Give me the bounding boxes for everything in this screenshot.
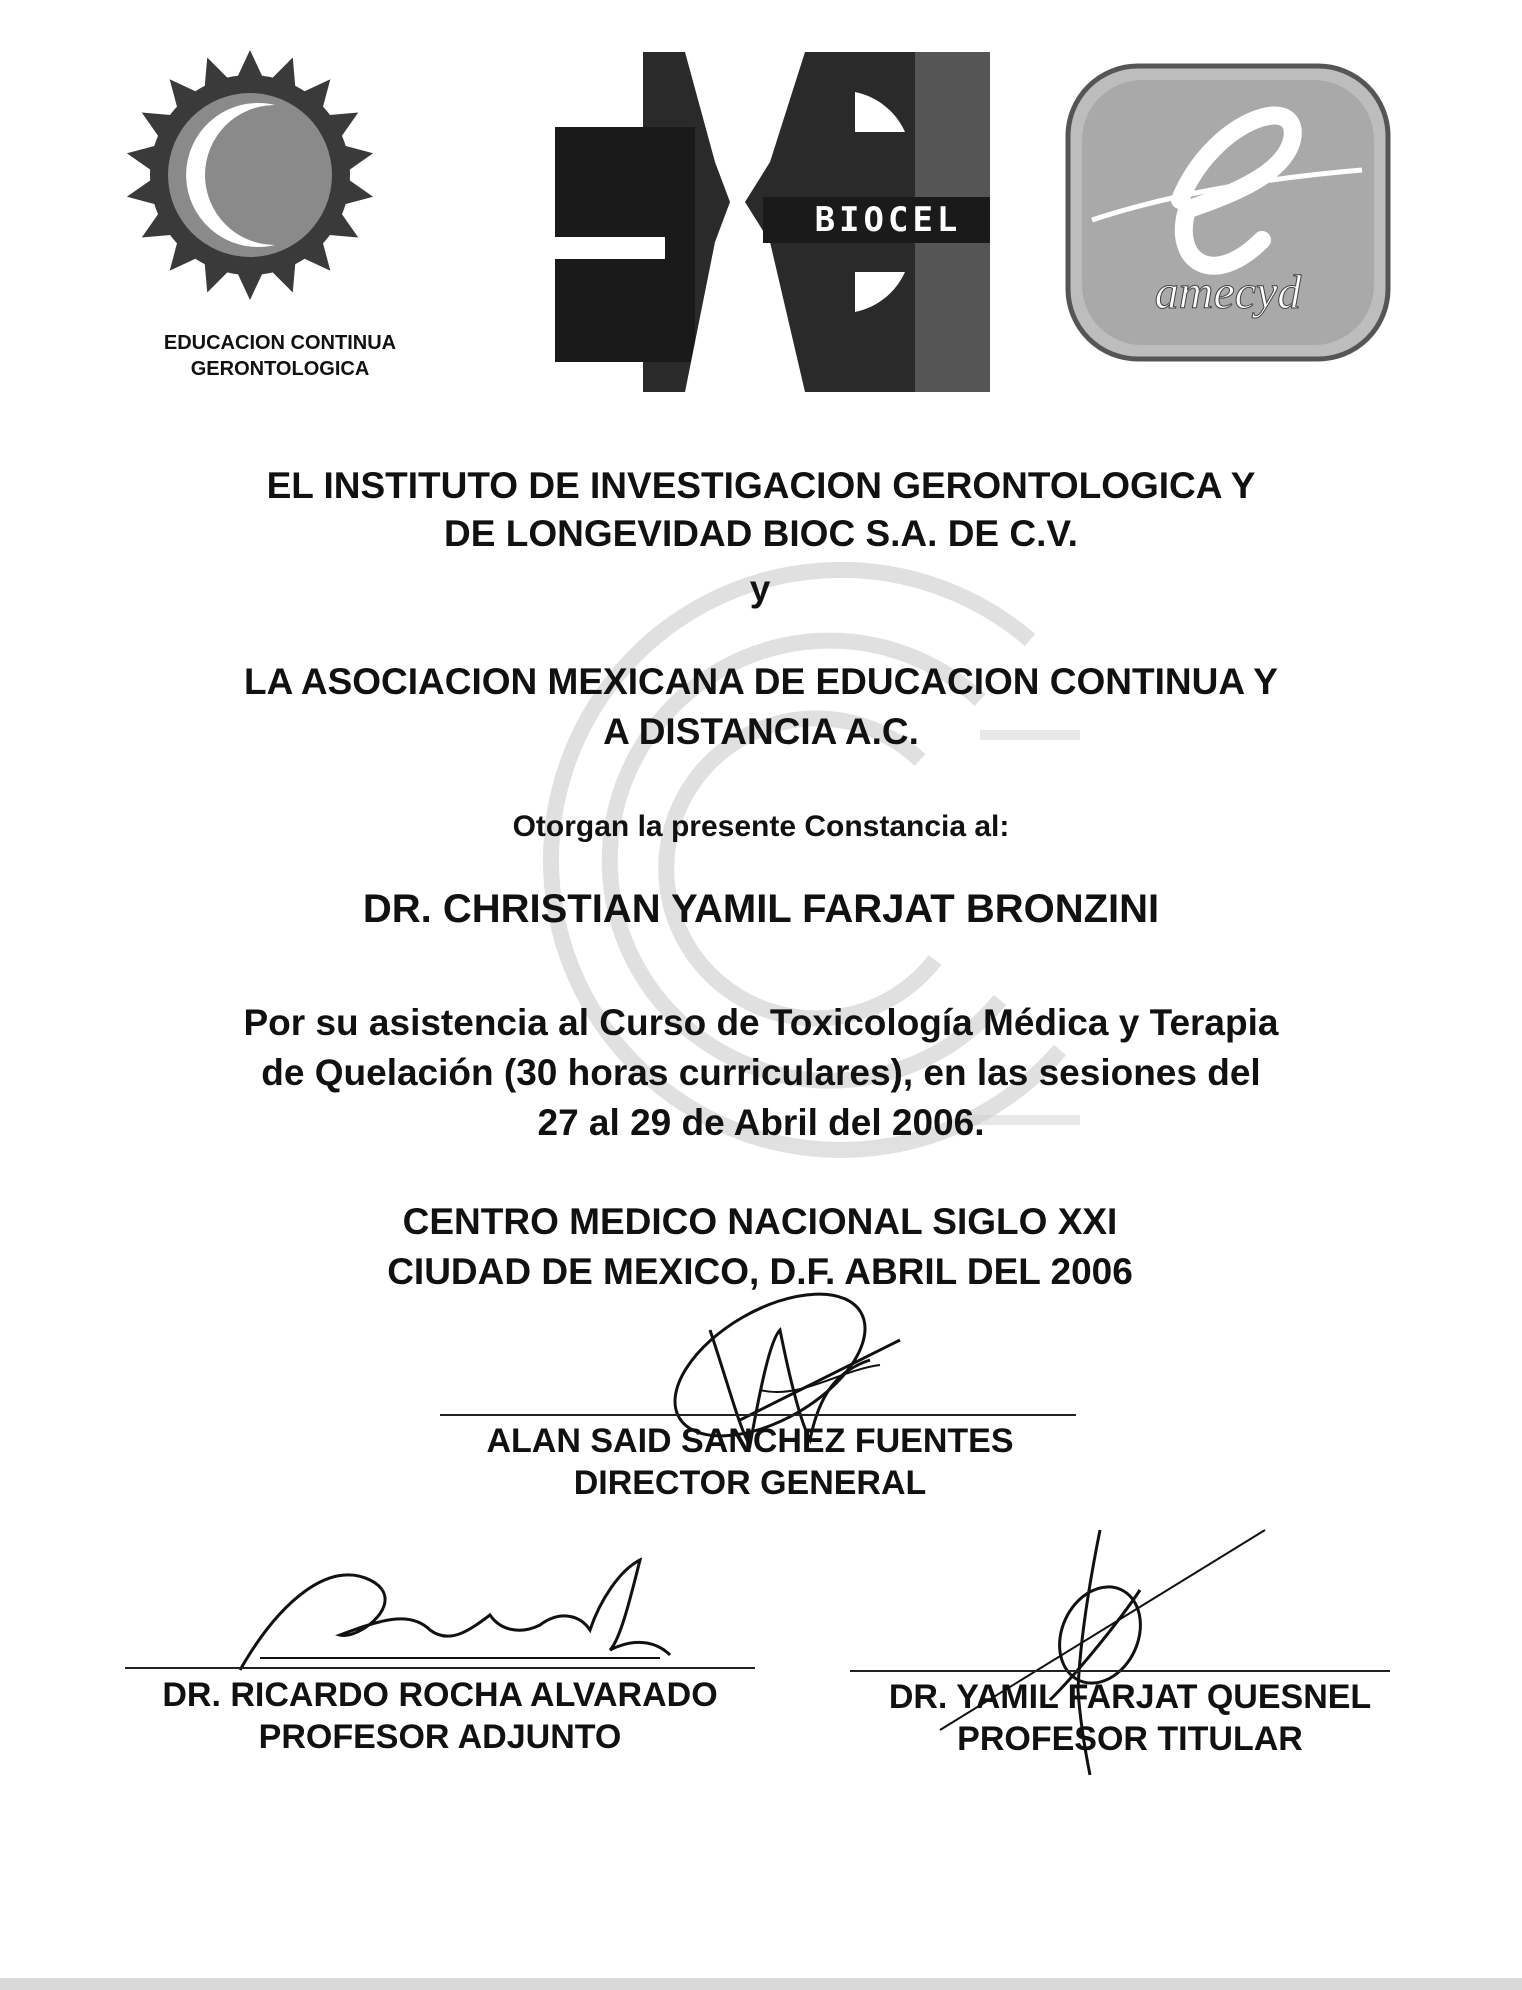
course-line-3: 27 al 29 de Abril del 2006. xyxy=(537,1102,985,1143)
course-line-1: Por su asistencia al Curso de Toxicología Médica y Terapia xyxy=(243,1002,1279,1043)
director-signature-line xyxy=(440,1414,1076,1416)
logo-amecyd xyxy=(1062,60,1394,365)
adjunto-name: DR. RICARDO ROCHA ALVARADO xyxy=(162,1676,718,1714)
venue-line-1: CENTRO MEDICO NACIONAL SIGLO XXI xyxy=(402,1201,1118,1242)
logo-educacion-continua xyxy=(125,45,435,390)
titular-block xyxy=(820,1676,1440,1760)
association-heading xyxy=(60,657,1462,757)
issuer-line-1: EL INSTITUTO DE INVESTIGACION GERONTOLOGICA Y xyxy=(266,465,1256,506)
course-description xyxy=(60,998,1462,1148)
conjunction-y: y xyxy=(749,568,771,609)
logo-left-line2: GERONTOLOGICA xyxy=(190,358,370,380)
association-line-2: A DISTANCIA A.C. xyxy=(603,711,919,752)
director-title: DIRECTOR GENERAL xyxy=(573,1464,927,1502)
adjunto-signature-line xyxy=(125,1667,755,1669)
adjunto-block xyxy=(100,1674,780,1758)
titular-signature-line xyxy=(850,1670,1390,1672)
titular-name: DR. YAMIL FARJAT QUESNEL xyxy=(888,1678,1372,1716)
logo-left-line1: EDUCACION CONTINUA xyxy=(163,332,397,354)
issuer-heading xyxy=(80,462,1442,558)
association-line-1: LA ASOCIACION MEXICANA DE EDUCACION CONTINUA Y xyxy=(244,661,1278,702)
issuer-line-2: DE LONGEVIDAD BIOC S.A. DE C.V. xyxy=(444,513,1078,554)
scan-bottom-edge xyxy=(0,1978,1522,1990)
adjunto-title: PROFESOR ADJUNTO xyxy=(258,1718,622,1756)
biocel-label: BIOCEL xyxy=(814,200,962,240)
course-line-2: de Quelación (30 horas curriculares), en las sesiones del xyxy=(261,1052,1261,1093)
grant-text: Otorgan la presente Constancia al: xyxy=(512,810,1010,843)
sun-moon-icon xyxy=(125,45,435,315)
adjunto-signature xyxy=(220,1540,680,1680)
director-block xyxy=(380,1420,1120,1504)
logo-biocel xyxy=(555,52,990,392)
director-name: ALAN SAID SANCHEZ FUENTES xyxy=(486,1422,1014,1460)
recipient-name: DR. CHRISTIAN YAMIL FARJAT BRONZINI xyxy=(362,887,1160,931)
venue-line-2: CIUDAD DE MEXICO, D.F. ABRIL DEL 2006 xyxy=(387,1251,1133,1292)
titular-title: PROFESOR TITULAR xyxy=(957,1720,1303,1758)
amecyd-label: amecyd xyxy=(1154,266,1302,319)
